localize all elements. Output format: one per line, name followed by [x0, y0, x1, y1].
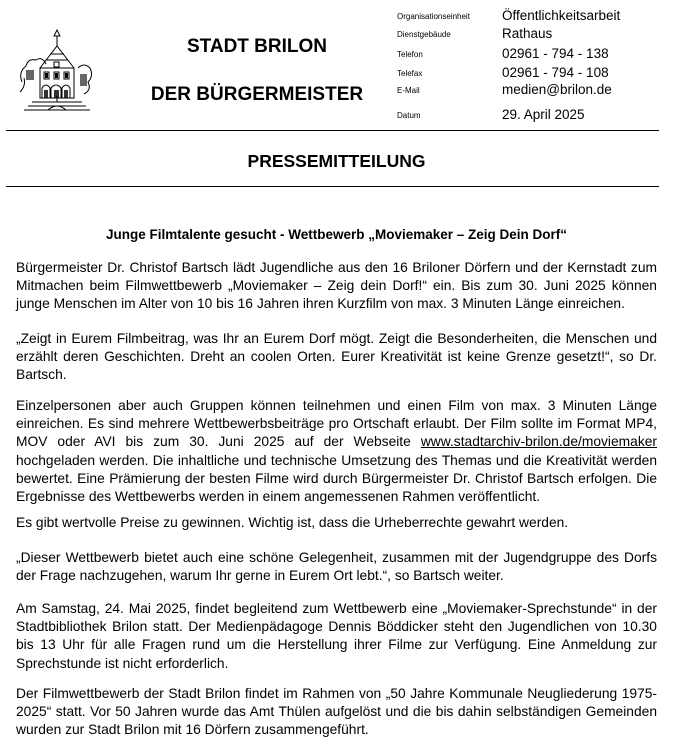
- info-label: Datum: [397, 111, 421, 120]
- org-department: DER BÜRGERMEISTER: [150, 84, 364, 105]
- paragraph: „Dieser Wettbewerb bietet auch eine schöne Gelegenheit, zusammen mit der Jugendgruppe des Dorfs der Frage nachzugehen, warum Ihr gerne in Eurem Ort lebt.“, so Bartsch weiter.: [16, 550, 657, 584]
- paragraph-text: hochgeladen werden. Die inhaltliche und technische Umsetzung des Themas und die Kreativität werden bewertet. Eine Prämierung der besten Filme wird durch Bürgermeister Dr. Christof Bartsch erfolgen. Die Ergebnisse des Wettbewerbs werden in einem angemessenen Rahmen veröffentlicht.: [16, 452, 657, 505]
- info-label: E-Mail: [397, 86, 420, 95]
- info-label: Dienstgebäude: [397, 30, 451, 39]
- info-value: 02961 - 794 - 138: [502, 46, 609, 61]
- info-value: Öffentlichkeitsarbeit: [502, 8, 621, 23]
- paragraph: „Zeigt in Eurem Filmbeitrag, was Ihr an Eurem Dorf mögt. Zeigt die Besonderheiten, die Menschen und erzählt deren Geschichten. Dreht an coolen Orten. Eurer Kreativität ist keine Grenze gesetzt!“, so Dr. Bartsch.: [16, 331, 657, 383]
- info-label: Telefon: [397, 50, 423, 59]
- paragraph: Am Samstag, 24. Mai 2025, findet begleitend zum Wettbewerb eine „Moviemaker-Sprechstunde“ in der Stadtbibliothek Brilon statt. Der Medienpädagoge Dennis Böddicker steht den Jugendlichen von 10.30 bis 13 Uhr für alle Fragen rund um die Herstellung ihrer Filme zur Verfügung. Eine Anmeldung zur Sprechstunde ist nicht erforderlich.: [16, 601, 657, 671]
- paragraph-text: Einzelpersonen aber auch Gruppen können teilnehmen und einen Film von max. 3 Minuten Länge einreichen. Es sind mehrere Wettbewerbsbeiträge pro Ortschaft erlaubt. Der Film sollte im Format MP4, MOV oder AVI bis zum 30. Juni 2025 auf der Webseite: [16, 398, 657, 450]
- info-value: medien@brilon.de: [502, 82, 612, 97]
- info-label: Telefax: [397, 69, 423, 78]
- press-release-title: PRESSEMITTEILUNG: [247, 151, 426, 171]
- paragraph: Es gibt wertvolle Preise zu gewinnen. Wichtig ist, dass die Urheberrechte gewahrt werden.: [16, 515, 569, 530]
- title-divider: [6, 186, 659, 187]
- org-name: STADT BRILON: [186, 36, 328, 57]
- info-value: 02961 - 794 - 108: [502, 65, 609, 80]
- article-headline: Junge Filmtalente gesucht - Wettbewerb „Moviemaker – Zeig Dein Dorf“: [105, 227, 568, 242]
- info-label: Organisationseinheit: [397, 12, 470, 21]
- paragraph: [16, 397, 657, 506]
- paragraph: Bürgermeister Dr. Christof Bartsch lädt Jugendliche aus den 16 Briloner Dörfern und der Kernstadt zum Mitmachen beim Filmwettbewerb „Moviemaker – Zeig dein Dorf!“ ein. Bis zum 30. Juni 2025 können junge Menschen im Alter von 10 bis 16 Jahren ihren Kurzfilm von max. 3 Minuten Länge einreichen.: [16, 260, 657, 312]
- moviemaker-upload-link[interactable]: www.stadtarchiv-brilon.de/moviemaker: [420, 434, 657, 450]
- header-divider: [6, 130, 659, 131]
- info-value: 29. April 2025: [502, 107, 585, 122]
- town-hall-sketch-icon: [18, 22, 92, 118]
- paragraph: Der Filmwettbewerb der Stadt Brilon findet im Rahmen von „50 Jahre Kommunale Neugliederung 1975-2025“ statt. Vor 50 Jahren wurde das Amt Thülen aufgelöst und die bis dahin selbständigen Gemeinden wurden zur Stadt Brilon mit 16 Dörfern zusammengeführt.: [16, 686, 657, 738]
- info-value: Rathaus: [502, 26, 553, 41]
